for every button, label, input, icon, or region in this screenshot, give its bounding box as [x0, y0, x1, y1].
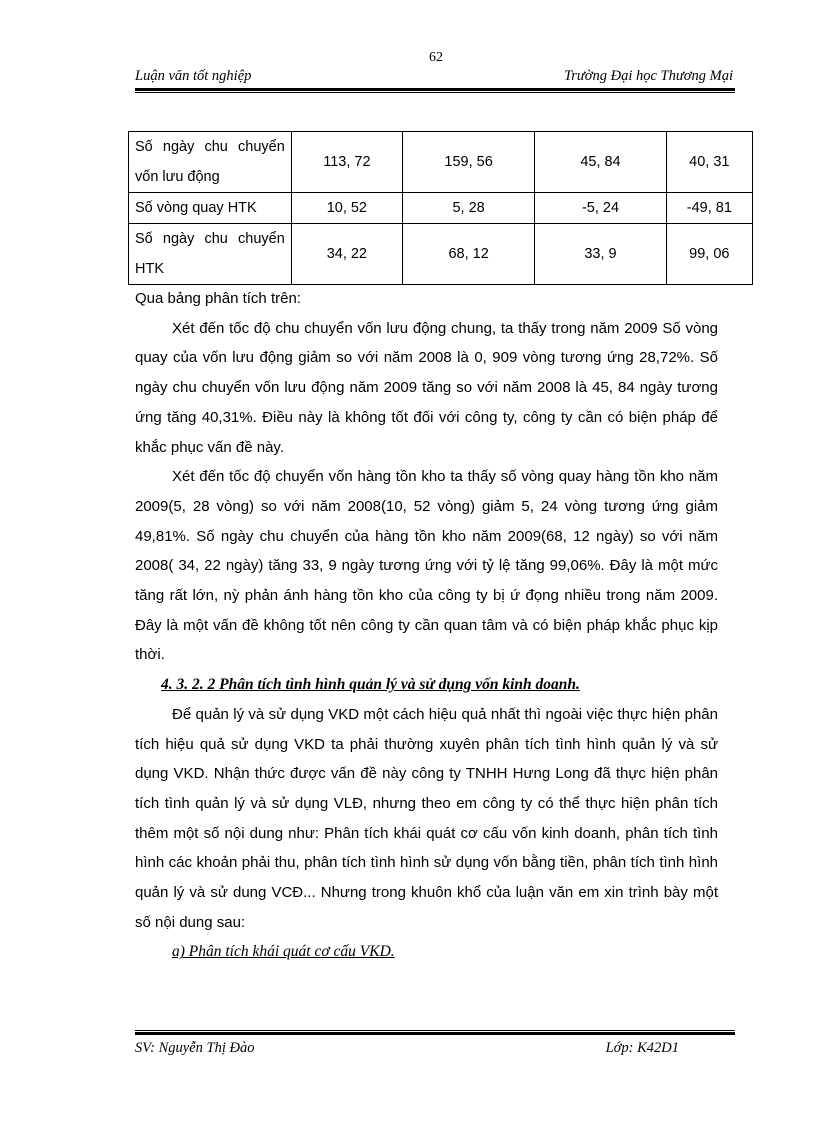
footer-student: SV: Nguyễn Thị Đào — [135, 1040, 255, 1056]
table-cell: -49, 81 — [666, 193, 752, 224]
intro-paragraph: Qua bảng phân tích trên: — [135, 290, 301, 307]
page-footer — [135, 1040, 735, 1060]
table-cell: 33, 9 — [535, 224, 666, 285]
row-label: Số vòng quay HTK — [129, 193, 292, 224]
table-cell: 159, 56 — [402, 132, 534, 193]
body-text — [135, 284, 718, 967]
paragraph: Để quản lý và sử dụng VKD một cách hiệu quả nhất thì ngoài việc thực hiện phân tích hiệu quả sử dụng VKD ta phải thường xuyên phân tích tình hình quản lý và sử dụng VKD. Nhận thức được vấn đề này công ty TNHH Hưng Long đã thực hiện phân tích tình quản lý và sử dụng VLĐ, nhưng theo em công ty có thể thực hiện phân tích thêm một số nội dung như: Phân tích khái quát cơ cấu vốn kinh doanh, phân tích tình hình các khoản phải thu, phân tích tình hình sử dụng vốn bằng tiền, phân tích tình hình quản lý và sử dung VCĐ... Nhưng trong khuôn khổ của luận văn em xin trình bày một số nội dung sau: — [135, 705, 718, 931]
table-cell: 10, 52 — [291, 193, 402, 224]
paragraph: Xét đến tốc độ chu chuyển vốn lưu động chung, ta thấy trong năm 2009 Số vòng quay của vốn lưu động giảm so với năm 2008 là 0, 909 vòng tương ứng 28,72%. Số ngày chu chuyển vốn lưu động năm 2009 tăng so với năm 2008 là 45, 84 ngày tương ứng tăng 40,31%. Điều này là không tốt đối với công ty, công ty cần có biện pháp để khắc phục vấn đề này. — [135, 319, 718, 456]
section-heading: 4. 3. 2. 2 Phân tích tình hình quản lý và sử dụng vốn kinh doanh. — [161, 676, 580, 694]
table-cell: 113, 72 — [291, 132, 402, 193]
table-cell: 68, 12 — [402, 224, 534, 285]
row-label: Số ngày chu chuyển HTK — [129, 224, 292, 285]
footer-class: Lớp: K42D1 — [605, 1040, 679, 1056]
row-label: Số ngày chu chuyển vốn lưu động — [129, 132, 292, 193]
analysis-table — [128, 131, 753, 285]
paragraph: Xét đến tốc độ chuyển vốn hàng tồn kho ta thấy số vòng quay hàng tồn kho năm 2009(5, 28 vòng) so với năm 2008(10, 52 vòng) giảm 5, 24 vòng tương ứng giảm 49,81%. Số ngày chu chuyển của hàng tồn kho năm 2009(68, 12 ngày) so với năm 2008( 34, 22 ngày) tăng 33, 9 ngày tương ứng với tỷ lệ tăng 99,06%. Đây là một mức tăng rất lớn, nỳ phản ánh hàng tồn kho của công ty bị ứ đọng nhiều trong năm 2009. Đây là một vấn đề không tốt nên công ty cần quan tâm và có biện pháp khắc phục kịp thời. — [135, 468, 718, 664]
header-thesis-title: Luận văn tốt nghiệp — [135, 68, 252, 84]
table-cell: 45, 84 — [535, 132, 666, 193]
table-cell: 99, 06 — [666, 224, 752, 285]
table-row — [129, 193, 753, 224]
table-cell: -5, 24 — [535, 193, 666, 224]
table-cell: 34, 22 — [291, 224, 402, 285]
table-row — [129, 132, 753, 193]
table-cell: 5, 28 — [402, 193, 534, 224]
table-cell: 40, 31 — [666, 132, 752, 193]
table-row — [129, 224, 753, 285]
header-rule — [135, 88, 735, 93]
header-university: Trường Đại học Thương Mại — [563, 68, 733, 84]
page-number: 62 — [429, 50, 443, 65]
page-header — [135, 68, 735, 88]
footer-rule — [135, 1030, 735, 1035]
subsection-heading: a) Phân tích khái quát cơ cấu VKD. — [172, 943, 395, 961]
